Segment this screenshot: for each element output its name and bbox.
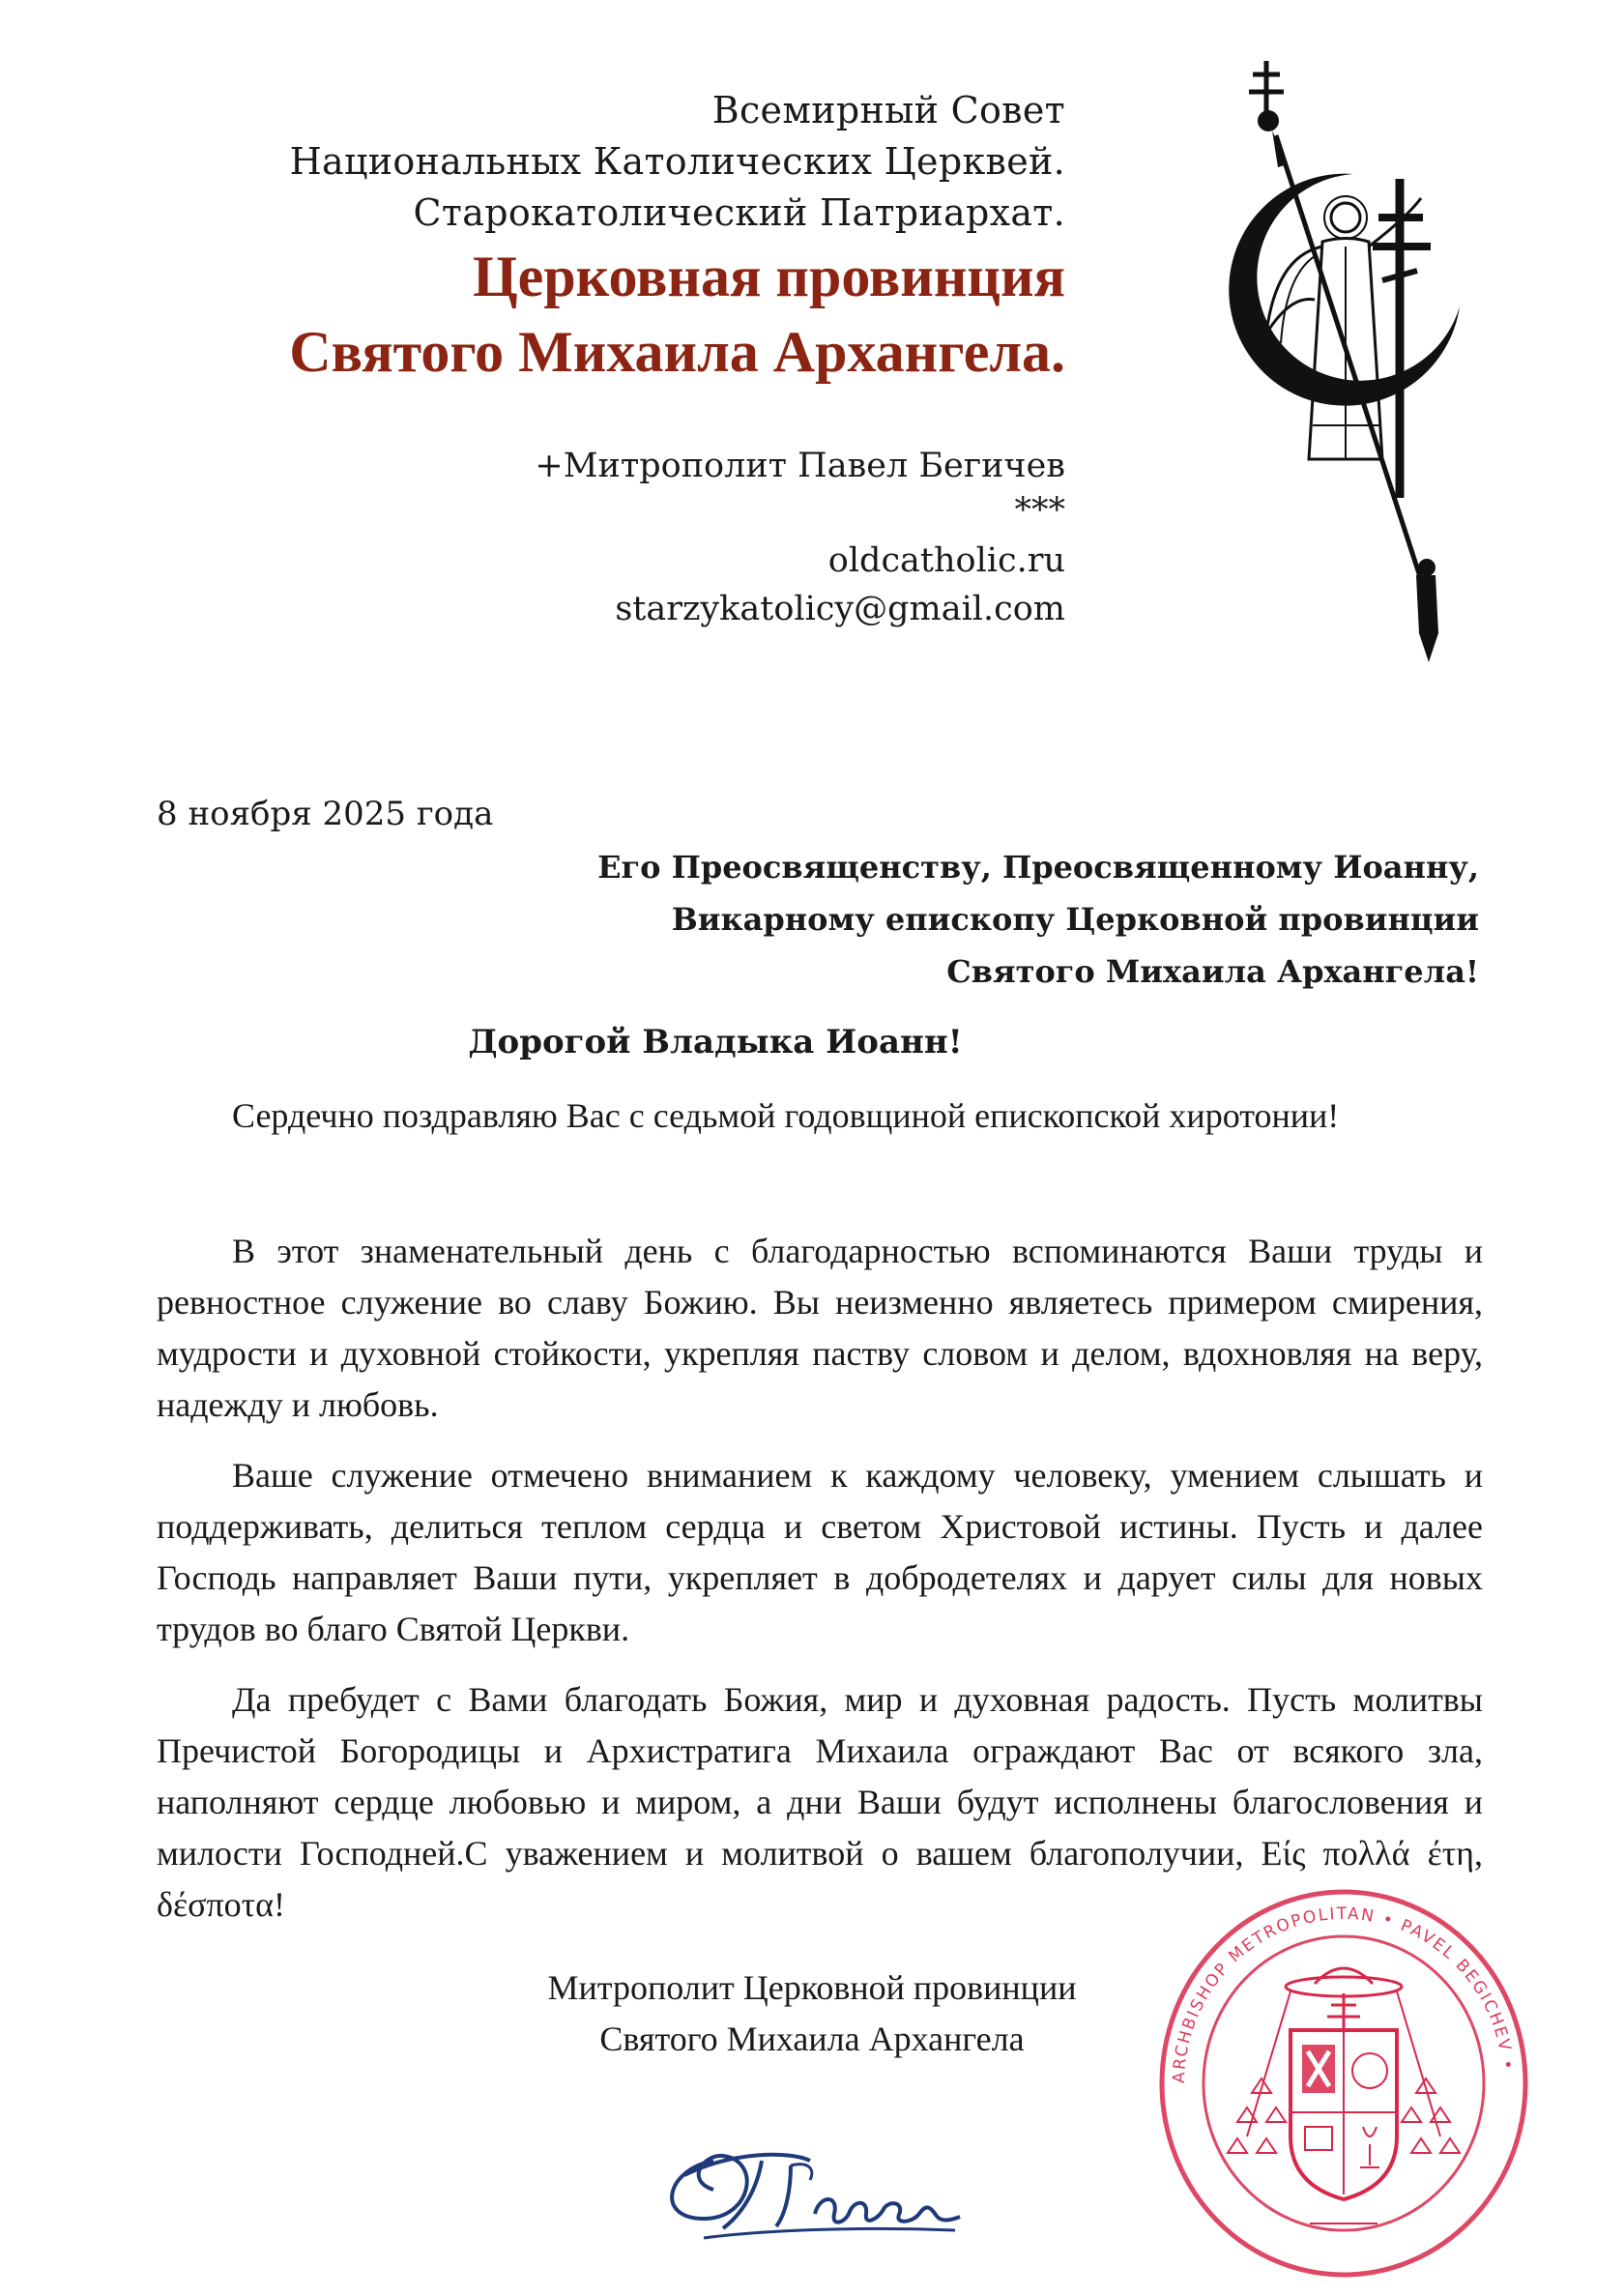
header-website: oldcatholic.ru xyxy=(827,541,1065,580)
addressee-line-3: Святого Михаила Архангела! xyxy=(946,953,1479,990)
paragraph-3: Ваше служение отмечено вниманием к каждому человеку, умением слышать и поддерживать, делиться теплом сердца и светом Христовой истины. Пусть и далее Господь направляет Ваши пути, укрепляет в добродетелях и дарует силы для новых трудов во благо Святой Церкви. xyxy=(157,1456,1483,1648)
archangel-logo-icon xyxy=(1199,53,1489,672)
header-author: +Митрополит Павел Бегичев xyxy=(535,447,1065,485)
header-title-province: Церковная провинция xyxy=(473,245,1065,308)
paragraph-1: Сердечно поздравляю Вас с седьмой годовщиной епископской хиротонии! xyxy=(232,1096,1340,1135)
svg-text:ARCHBISHOP METROPOLITAN • PAVE: ARCHBISHOP METROPOLITAN • PAVEL BEGICHEV • xyxy=(1169,1904,1518,2084)
addressee-line-1: Его Преосвященству, Преосвященному Иоанну, xyxy=(597,849,1479,886)
header-line-patriarchate: Старокатолический Патриархат. xyxy=(413,191,1065,234)
header-email: starzykatolicy@gmail.com xyxy=(615,590,1065,628)
episcopal-seal-icon xyxy=(1155,1885,1532,2281)
header-title-archangel: Святого Михаила Архангела. xyxy=(289,320,1065,384)
signature-title-line-2: Святого Михаила Архангела xyxy=(599,2020,1025,2058)
header-line-churches: Национальных Католических Церквей. xyxy=(289,140,1065,183)
addressee-line-2: Викарному епископу Церковной провинции xyxy=(671,901,1479,938)
paragraph-4: Да пребудет с Вами благодать Божия, мир и духовная радость. Пусть молитвы Пречистой Богородицы и Архистратига Михаила ограждают Вас от всякого зла, наполняют сердце любовью и миром, а дни Ваши будут исполнены благословения и милости Господней.С уважением и молитвой о вашем благополучии, Είς πολλά έτη, δέσποτα! xyxy=(157,1680,1483,1924)
handwritten-signature-icon xyxy=(646,2122,965,2248)
header-separator: *** xyxy=(1014,491,1065,530)
letter-date: 8 ноября 2025 года xyxy=(157,795,494,833)
paragraph-2: В этот знаменательный день с благодарностью вспоминаются Ваши труды и ревностное служение во славу Божию. Вы неизменно являетесь примером смирения, мудрости и духовной стойкости, укрепляя паству словом и делом, вдохновляя на веру, надежду и любовь. xyxy=(157,1232,1483,1424)
header-line-council: Всемирный Совет xyxy=(711,89,1065,131)
signature-title-line-1: Митрополит Церковной провинции xyxy=(547,1968,1077,2007)
greeting: Дорогой Владыка Иоанн! xyxy=(468,1023,963,1061)
